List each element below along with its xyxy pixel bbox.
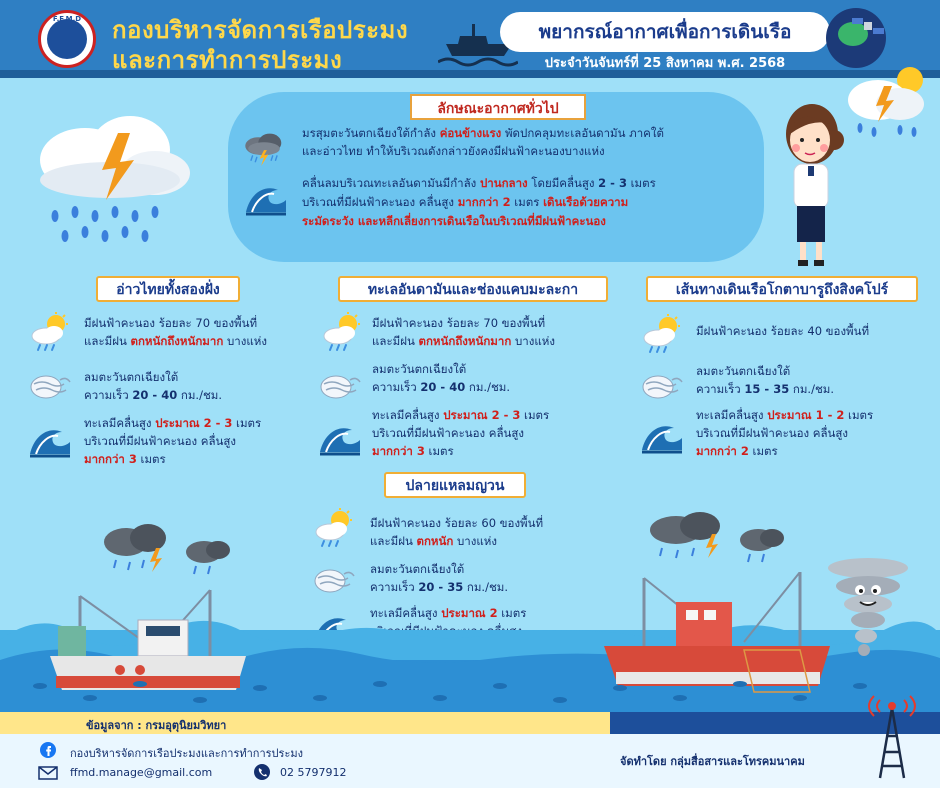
region-kotabharu-wind-unit: กม./ชม.: [789, 382, 834, 396]
wave-icon: [640, 420, 684, 454]
wind-icon: [312, 566, 356, 596]
general-p2-line2: [302, 193, 628, 211]
region-kotabharu-wave-max-unit: เมตร: [748, 444, 778, 458]
woman-presenter-icon: [772, 98, 852, 270]
region-kotabharu-wave-line2: บริเวณที่มีฝนฟ้าคะนอง คลื่นสูง: [696, 426, 849, 440]
region-andaman-title: ทะเลอันดามันและช่องแคบมะละกา: [367, 282, 579, 298]
region-andaman-wind-unit: กม./ชม.: [465, 380, 510, 394]
general-p1-line2: และอ่าวไทย ทำให้บริเวณดังกล่าวยังคงมีฝนฟ้าคะนองบางแห่ง: [302, 144, 605, 158]
region-camau-rain-line2: [370, 532, 497, 550]
wave-icon: [318, 422, 362, 456]
wind-icon: [640, 372, 684, 402]
general-p2-wave-height: 2 - 3: [598, 176, 627, 190]
tornado-icon: [824, 556, 910, 666]
region-camau-wave-unit: เมตร: [497, 606, 527, 620]
region-andaman-rain-pre: และมีฝน: [372, 334, 419, 348]
general-p2-line2-warning: เดินเรือด้วยความ: [543, 195, 629, 209]
general-p2-line1: [302, 174, 656, 192]
general-heading: ลักษณะอากาศทั่วไป: [437, 101, 559, 117]
region-camau-rain-line1: มีฝนฟ้าคะนอง ร้อยละ 60 ของพื้นที่: [370, 516, 544, 530]
general-p1-highlight: ค่อนข้างแรง: [439, 126, 502, 140]
general-p2-text-mid: โดยมีคลื่นสูง: [527, 176, 599, 190]
region-gulf-wind-line2: [84, 386, 222, 404]
region-gulf-wind-line1: ลมตะวันตกเฉียงใต้: [84, 370, 179, 384]
region-kotabharu-wind-line2: [696, 380, 834, 398]
region-andaman-rain-post: บางแห่ง: [511, 334, 555, 348]
logo-emblem: [47, 19, 87, 59]
region-andaman-rain-line2: [372, 332, 555, 350]
wind-icon: [318, 372, 362, 402]
sun-rain-cloud-icon: [320, 312, 364, 352]
region-andaman-wind-line1: ลมตะวันตกเฉียงใต้: [372, 362, 467, 376]
wave-icon: [28, 424, 72, 458]
org-title-line1: กองบริหารจัดการเรือประมง: [112, 16, 409, 44]
region-gulf-wave-line3: [84, 450, 166, 468]
region-gulf-rain-post: บางแห่ง: [223, 334, 267, 348]
region-kotabharu-title: เส้นทางเดินเรือโกตาบารูถึงสิงคโปร์: [675, 282, 889, 298]
region-gulf-rain-line2: [84, 332, 267, 350]
storm-cloud-icon: [242, 130, 286, 166]
region-kotabharu-wave-pre: ทะเลมีคลื่นสูง: [696, 408, 768, 422]
region-gulf-rain-pre: และมีฝน: [84, 334, 131, 348]
region-gulf-wave-unit: เมตร: [232, 416, 262, 430]
region-kotabharu-wind-line1: ลมตะวันตกเฉียงใต้: [696, 364, 791, 378]
region-andaman-wind-pre: ความเร็ว: [372, 380, 421, 394]
region-gulf-rain-line1: มีฝนฟ้าคะนอง ร้อยละ 70 ของพื้นที่: [84, 316, 258, 330]
region-gulf-wave-line1: [84, 414, 261, 432]
general-p1-text: มรสุมตะวันตกเฉียงใต้กำลัง: [302, 126, 440, 140]
sun-rain-cloud-icon: [312, 508, 356, 548]
region-camau-rain-post: บางแห่ง: [453, 534, 497, 548]
region-andaman-wind-speed: 20 - 40: [420, 380, 466, 394]
email-link[interactable]: ffmd.manage@gmail.com: [70, 766, 213, 779]
region-gulf-title: อ่าวไทยทั้งสองฝั่ง: [116, 282, 220, 298]
facebook-page-link[interactable]: กองบริหารจัดการเรือประมงและการทำการประมง: [70, 747, 303, 760]
region-gulf-wind-unit: กม./ชม.: [177, 388, 222, 402]
region-camau-rain-pre: และมีฝน: [370, 534, 417, 548]
region-kotabharu-wave-highlight: ประมาณ 1 - 2: [767, 408, 845, 422]
region-andaman-wave-pre: ทะเลมีคลื่นสูง: [372, 408, 444, 422]
sun-rain-cloud-icon: [640, 314, 684, 354]
region-gulf-wave-highlight: ประมาณ 2 - 3: [155, 416, 233, 430]
region-andaman-wave-highlight: ประมาณ 2 - 3: [443, 408, 521, 422]
phone-number[interactable]: 02 5797912: [280, 766, 347, 779]
data-source: ข้อมูลจาก : กรมอุตุนิยมวิทยา: [86, 719, 227, 732]
sun-storm-cloud-icon: [838, 62, 933, 142]
general-p2-line3-warning: ระมัดระวัง และหลีกเลี่ยงการเดินเรือในบริเวณที่มีฝนฟ้าคะนอง: [302, 214, 606, 228]
region-gulf-wind-speed: 20 - 40: [132, 388, 178, 402]
region-kotabharu-wave-line1: [696, 406, 873, 424]
facebook-icon[interactable]: [40, 742, 56, 758]
fish-school-decoration: [0, 672, 940, 710]
region-camau-wind-pre: ความเร็ว: [370, 580, 419, 594]
region-kotabharu-wind-pre: ความเร็ว: [696, 382, 745, 396]
region-andaman-wave-max-unit: เมตร: [424, 444, 454, 458]
storm-clouds-right-icon: [640, 508, 790, 570]
general-p1-text-end: พัดปกคลุมทะเลอันดามัน ภาคใต้: [501, 126, 664, 140]
region-kotabharu-rain-line1: มีฝนฟ้าคะนอง ร้อยละ 40 ของพื้นที่: [696, 324, 870, 338]
tower-icon: [862, 694, 922, 780]
region-gulf-wind-pre: ความเร็ว: [84, 388, 133, 402]
region-gulf-wave-max-unit: เมตร: [136, 452, 166, 466]
forecast-date: ประจำวันจันทร์ที่ 25 สิงหาคม พ.ศ. 2568: [544, 56, 786, 71]
storm-clouds-left-icon: [96, 520, 236, 582]
region-camau-rain-highlight: ตกหนัก: [416, 534, 454, 548]
org-title-line2: และการทำการประมง: [112, 46, 343, 74]
region-andaman-wind-line2: [372, 378, 510, 396]
region-andaman-wave-line2: บริเวณที่มีฝนฟ้าคะนอง คลื่นสูง: [372, 426, 525, 440]
ffmd-logo: [38, 10, 96, 68]
general-p2-line2-mid: เมตร: [510, 195, 544, 209]
region-andaman-wave-unit: เมตร: [520, 408, 550, 422]
sun-rain-cloud-icon: [28, 312, 72, 352]
general-p2-line2-highlight: มากกว่า 2: [457, 195, 511, 209]
region-andaman-wave-max: มากกว่า 3: [372, 444, 425, 458]
region-camau-wave-pre: ทะเลมีคลื่นสูง: [370, 606, 442, 620]
region-andaman-rain-line1: มีฝนฟ้าคะนอง ร้อยละ 70 ของพื้นที่: [372, 316, 546, 330]
region-gulf-wave-max: มากกว่า 3: [84, 452, 137, 466]
phone-icon: [254, 764, 270, 780]
mail-icon: [38, 766, 58, 780]
general-p2-text: คลื่นลมบริเวณทะเลอันดามันมีกำลัง: [302, 176, 480, 190]
region-camau-wave-highlight: ประมาณ 2: [441, 606, 498, 620]
region-camau-wind-line1: ลมตะวันตกเฉียงใต้: [370, 562, 465, 576]
region-gulf-wave-line2: บริเวณที่มีฝนฟ้าคะนอง คลื่นสูง: [84, 434, 237, 448]
region-kotabharu-wave-unit: เมตร: [844, 408, 874, 422]
general-p2-highlight: ปานกลาง: [479, 176, 528, 190]
general-p2-text-end: เมตร: [626, 176, 656, 190]
region-gulf-wave-pre: ทะเลมีคลื่นสูง: [84, 416, 156, 430]
region-andaman-wave-line1: [372, 406, 549, 424]
region-andaman-wave-line3: [372, 442, 454, 460]
logo-text: F.F.M.D: [52, 15, 82, 23]
satellite-icon: [826, 8, 886, 68]
producer-credit: จัดทำโดย กลุ่มสื่อสารและโทรคมนาคม: [620, 755, 805, 768]
satellite-panel-icon: [852, 12, 884, 40]
region-andaman-rain-highlight: ตกหนักถึงหนักมาก: [418, 334, 512, 348]
region-camau-wind-unit: กม./ชม.: [463, 580, 508, 594]
general-p2-line2-text: บริเวณที่มีฝนฟ้าคะนอง คลื่นสูง: [302, 195, 458, 209]
region-camau-wind-speed: 20 - 35: [418, 580, 464, 594]
region-camau-wind-line2: [370, 578, 508, 596]
big-storm-cloud-icon: [30, 108, 195, 248]
region-kotabharu-wind-speed: 15 - 35: [744, 382, 790, 396]
wave-icon: [244, 182, 288, 216]
region-kotabharu-wave-max: มากกว่า 2: [696, 444, 749, 458]
wind-icon: [28, 372, 72, 402]
region-gulf-rain-highlight: ตกหนักถึงหนักมาก: [130, 334, 224, 348]
region-camau-title: ปลายแหลมญวน: [405, 478, 505, 494]
forecast-title: พยากรณ์อากาศเพื่อการเดินเรือ: [538, 21, 792, 43]
region-kotabharu-wave-line3: [696, 442, 778, 460]
general-p1-line1: [302, 124, 664, 142]
